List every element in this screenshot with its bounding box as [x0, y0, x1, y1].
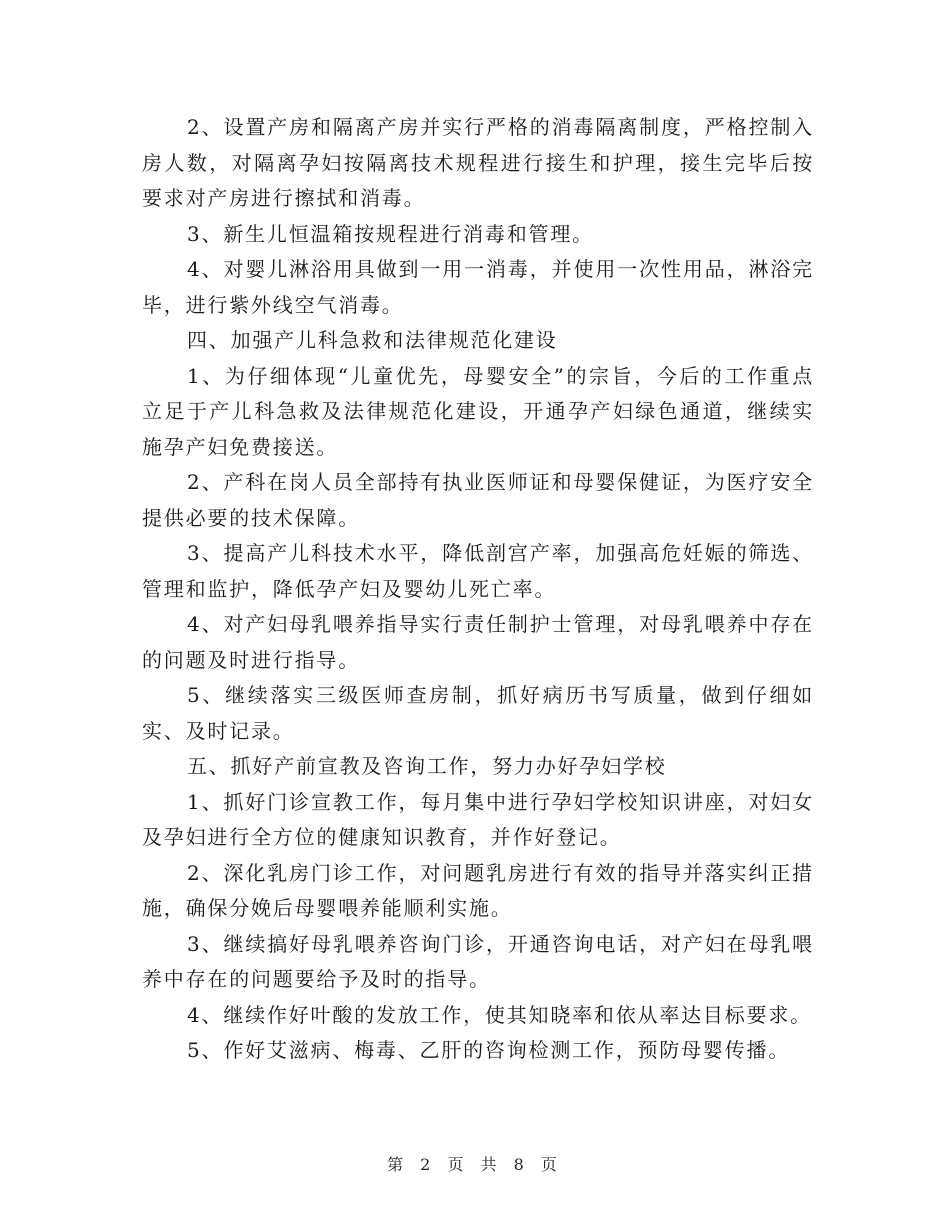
- paragraph-item: 5、继续落实三级医师查房制，抓好病历书写质量，做到仔细如实、及时记录。: [142, 683, 814, 743]
- paragraph-item: 5、作好艾滋病、梅毒、乙肝的咨询检测工作，预防母婴传播。: [187, 1038, 791, 1062]
- paragraph-item: 2、深化乳房门诊工作，对问题乳房进行有效的指导并落实纠正措施，确保分娩后母婴喂养能顺利实施。: [142, 860, 814, 920]
- page-number-footer: 第 2 页 共 8 页: [387, 1155, 563, 1174]
- document-body: [142, 110, 814, 1069]
- paragraph-item: 3、新生儿恒温箱按规程进行消毒和管理。: [187, 221, 594, 246]
- paragraph-item: 4、对婴儿淋浴用具做到一用一消毒，并使用一次性用品，淋浴完毕，进行紫外线空气消毒。: [142, 257, 814, 317]
- paragraph-item: 3、继续搞好母乳喂养咨询门诊，开通咨询电话，对产妇在母乳喂养中存在的问题要给予及时的指导。: [142, 931, 814, 991]
- paragraph-item: 4、继续作好叶酸的发放工作，使其知晓率和依从率达目标要求。: [187, 1002, 812, 1027]
- section-heading: 五、抓好产前宣教及咨询工作，努力办好孕妇学校: [187, 754, 667, 778]
- paragraph-item: 1、为仔细体现“儿童优先，母婴安全”的宗旨，今后的工作重点立足于产儿科急救及法律规范化建设，开通孕产妇绿色通道，继续实施孕产妇免费接送。: [142, 363, 814, 459]
- paragraph-item: 2、产科在岗人员全部持有执业医师证和母婴保健证，为医疗安全提供必要的技术保障。: [142, 470, 814, 530]
- paragraph-item: 3、提高产儿科技术水平，降低剖宫产率，加强高危妊娠的筛选、管理和监护，降低孕产妇及婴幼儿死亡率。: [142, 541, 814, 601]
- paragraph-item: 2、设置产房和隔离产房并实行严格的消毒隔离制度，严格控制入房人数，对隔离孕妇按隔离技术规程进行接生和护理，接生完毕后按要求对产房进行擦拭和消毒。: [142, 115, 814, 210]
- paragraph-item: 1、抓好门诊宣教工作，每月集中进行孕妇学校知识讲座，对妇女及孕妇进行全方位的健康知识教育，并作好登记。: [142, 789, 814, 849]
- section-heading: 四、加强产儿科急救和法律规范化建设: [187, 328, 558, 352]
- paragraph-item: 4、对产妇母乳喂养指导实行责任制护士管理，对母乳喂养中存在的问题及时进行指导。: [142, 612, 814, 672]
